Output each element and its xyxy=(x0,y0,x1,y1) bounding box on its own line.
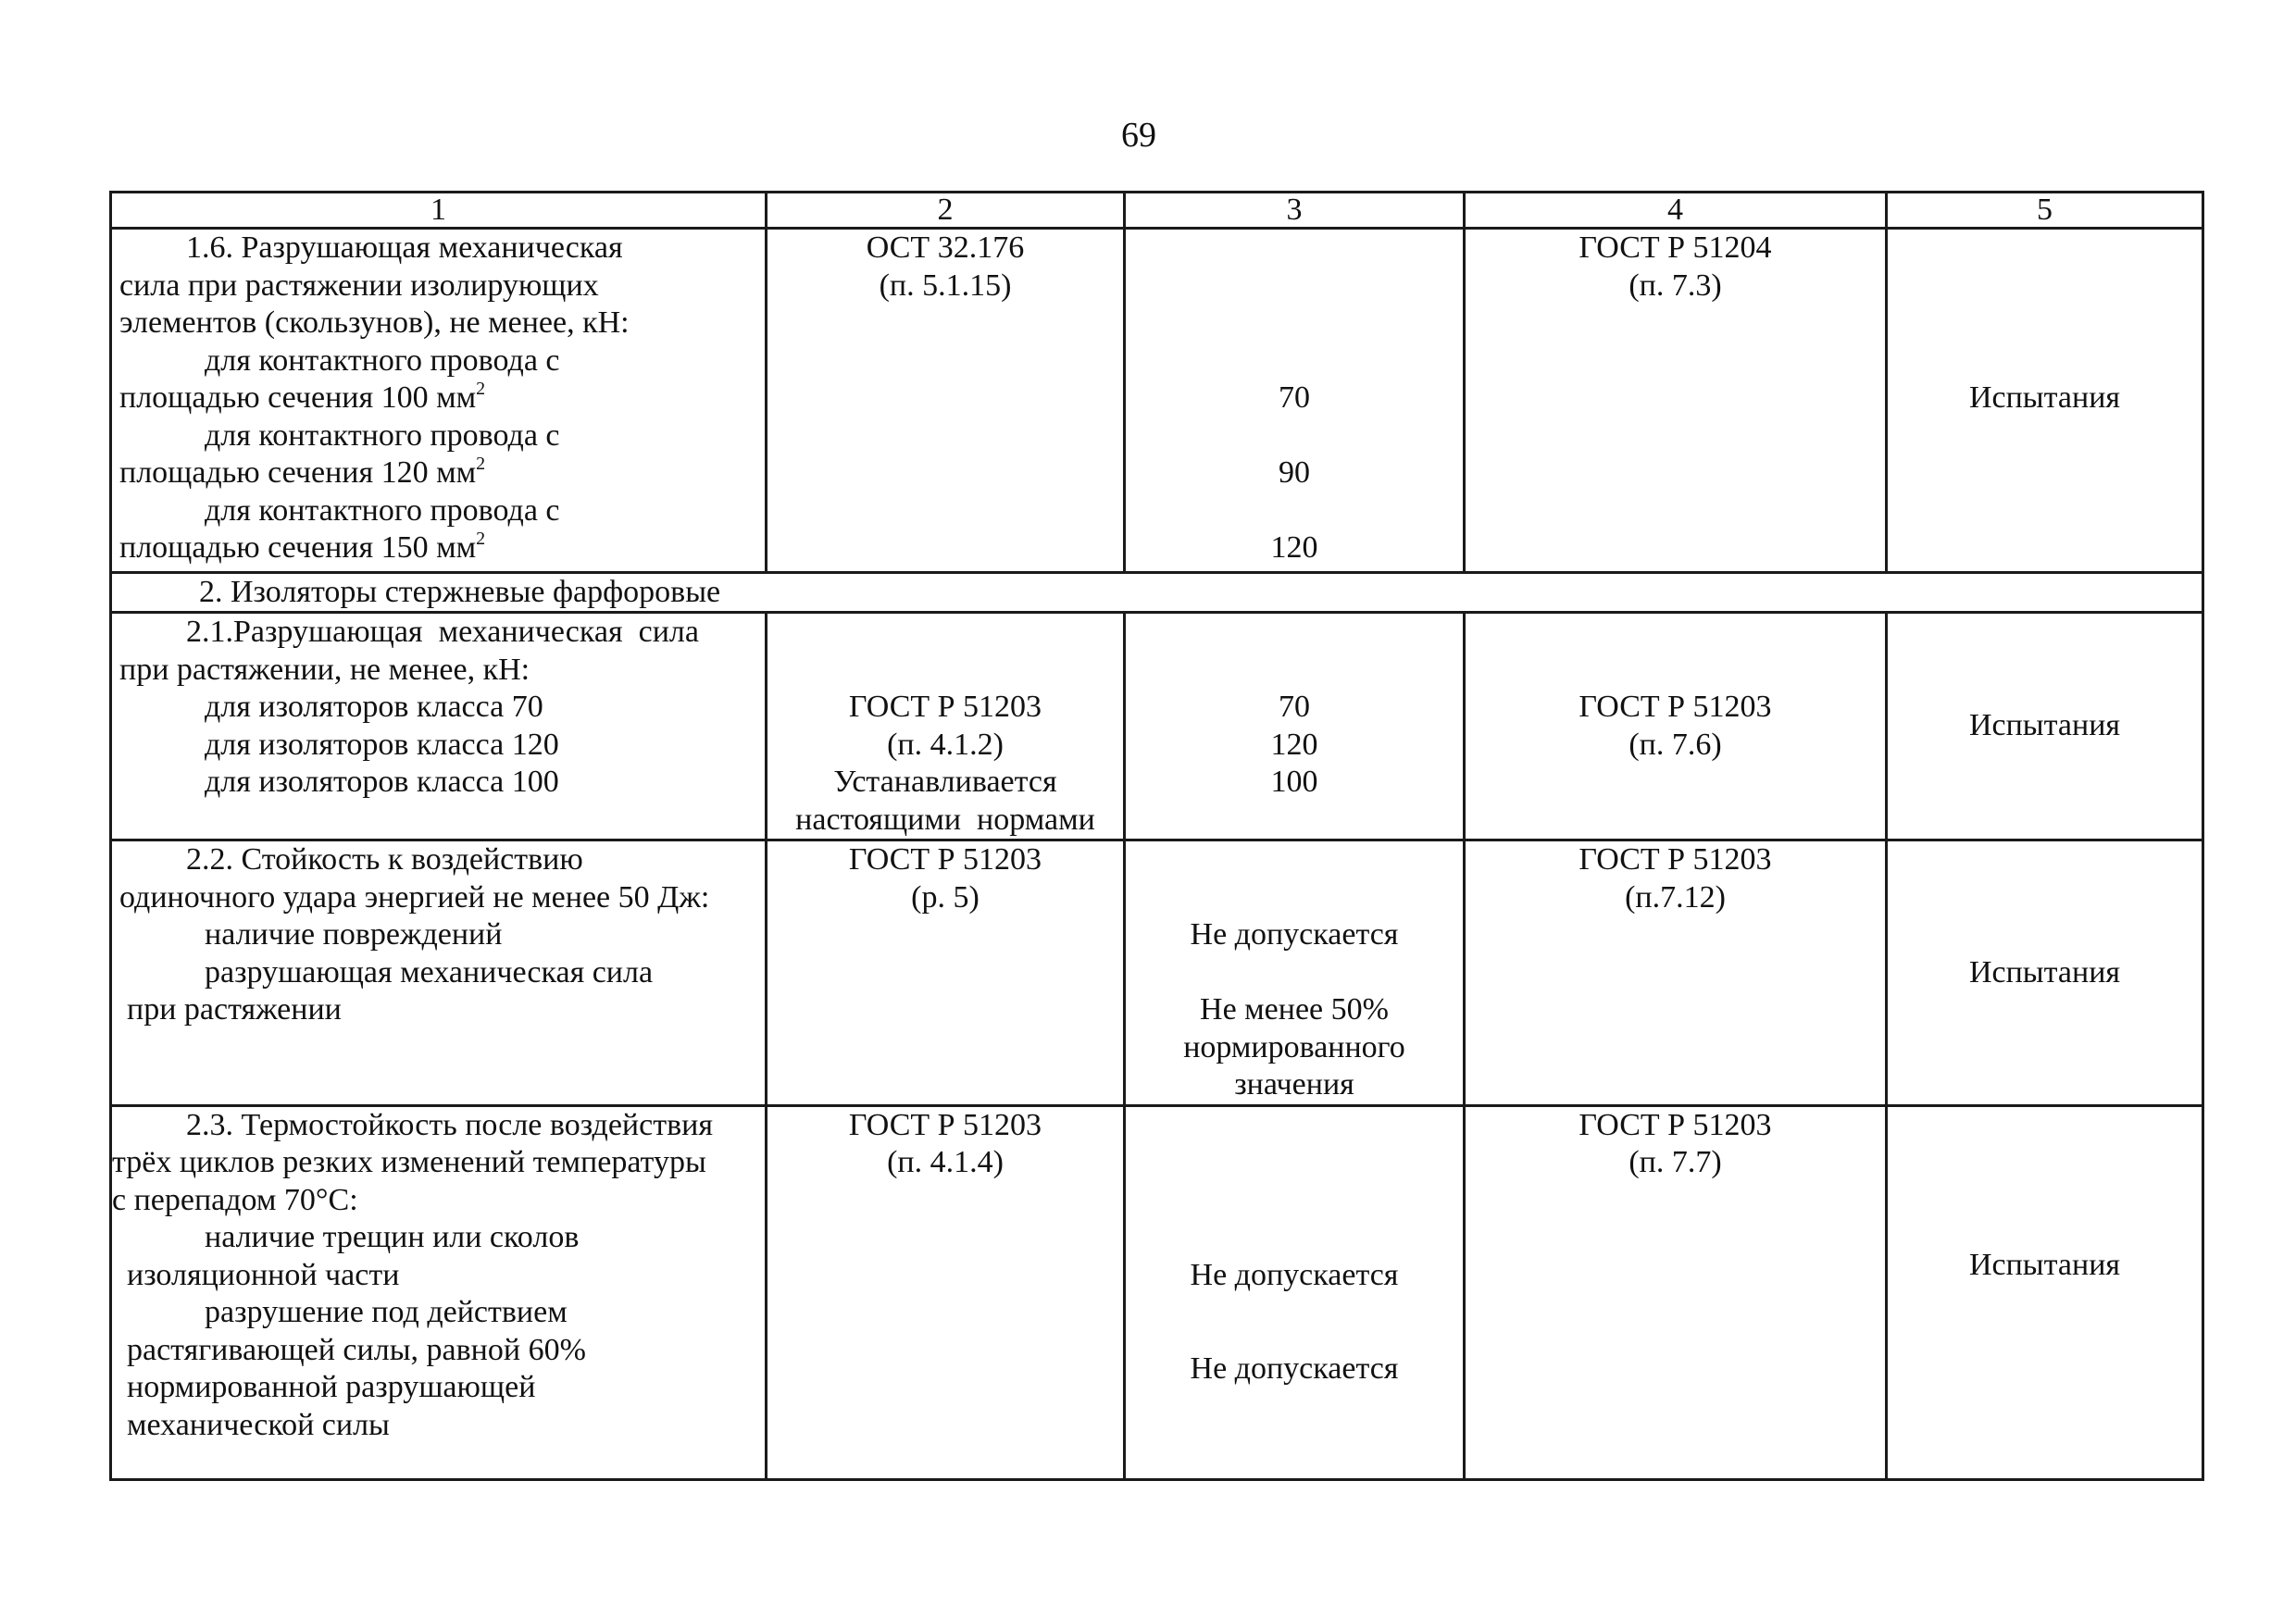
requirement-line xyxy=(112,380,765,417)
control-type-cell xyxy=(1887,1105,2203,1479)
norm-value: значения xyxy=(1234,1067,1354,1101)
norm-clause: (п. 4.1.2) xyxy=(887,727,1004,762)
control-type: Испытания xyxy=(1968,954,2121,989)
requirement-line: при растяжении xyxy=(127,992,342,1027)
control-type-cell xyxy=(1887,840,2203,1106)
norm-document-cell xyxy=(767,840,1125,1106)
control-type: Испытания xyxy=(1968,708,2121,742)
test-method-document: ГОСТ Р 51203 xyxy=(1578,1107,1772,1142)
requirement-cell xyxy=(111,840,767,1106)
header-col-5: 5 xyxy=(1887,193,2203,229)
norm-document-cell xyxy=(767,613,1125,840)
requirement-line: для контактного провода с xyxy=(205,492,560,528)
control-type: Испытания xyxy=(1968,380,2121,415)
requirement-line: при растяжении, не менее, кН: xyxy=(119,652,530,687)
requirement-cell xyxy=(111,613,767,840)
section-title: 2. Изоляторы стержневые фарфоровые xyxy=(111,573,2203,613)
header-col-3: 3 xyxy=(1125,193,1465,229)
norm-value: нормированного xyxy=(1183,1029,1405,1064)
requirement-line: 2.2. Стойкость к воздействию xyxy=(186,842,583,877)
requirement-line xyxy=(112,454,765,492)
norm-document: ОСТ 32.176 xyxy=(866,230,1025,265)
requirement-line: нормированной разрушающей xyxy=(127,1370,536,1404)
norm-clause: (п. 5.1.15) xyxy=(879,268,1012,303)
header-col-1: 1 xyxy=(111,193,767,229)
requirement-line: с перепадом 70°С: xyxy=(112,1182,358,1217)
requirement-line: разрушающая механическая сила xyxy=(205,954,654,989)
requirement-line: 2.3. Термостойкость после воздействия xyxy=(186,1107,713,1142)
test-method-clause: (п.7.12) xyxy=(1625,879,1726,915)
norm-note: Устанавливается xyxy=(833,765,1057,799)
test-method-cell xyxy=(1465,613,1887,840)
header-col-2: 2 xyxy=(767,193,1125,229)
norm-value-cell xyxy=(1125,613,1465,840)
test-method-document: ГОСТ Р 51203 xyxy=(1578,690,1772,724)
norm-value: 70 xyxy=(1279,690,1310,724)
requirement-line: элементов (скользунов), не менее, кН: xyxy=(119,305,630,340)
requirement-line: для изоляторов класса 70 xyxy=(205,690,543,724)
superscript: 2 xyxy=(476,379,486,399)
requirement-line: для изоляторов класса 120 xyxy=(205,727,559,762)
requirement-line: сила при растяжении изолирующих xyxy=(119,268,599,303)
superscript: 2 xyxy=(476,529,486,549)
table-row xyxy=(111,1105,2203,1479)
norm-value-cell xyxy=(1125,1105,1465,1479)
requirement-line: механической силы xyxy=(127,1407,390,1442)
test-method-cell xyxy=(1465,840,1887,1106)
table-header-row xyxy=(111,193,2203,229)
norm-value: 120 xyxy=(1270,727,1318,762)
control-type: Испытания xyxy=(1968,1248,2121,1282)
norm-value-cell xyxy=(1125,229,1465,573)
requirement-text: площадью сечения 150 мм xyxy=(119,530,477,565)
requirement-line: для контактного провода с xyxy=(205,342,560,378)
requirement-line: одиночного удара энергией не менее 50 Дж: xyxy=(119,879,710,915)
table-row xyxy=(111,613,2203,840)
norm-value: Не допускается xyxy=(1190,917,1399,952)
norm-note: настоящими нормами xyxy=(795,802,1095,837)
norm-value: Не допускается xyxy=(1190,1350,1399,1386)
norm-value: 100 xyxy=(1270,765,1318,799)
norm-document: ГОСТ Р 51203 xyxy=(848,690,1042,724)
norm-value: 90 xyxy=(1279,455,1310,490)
table-row xyxy=(111,229,2203,573)
test-method-clause: (п. 7.6) xyxy=(1628,727,1722,762)
header-col-4: 4 xyxy=(1465,193,1887,229)
page-number: 69 xyxy=(1121,116,1156,155)
requirement-text: площадью сечения 100 мм xyxy=(119,380,477,415)
table-row xyxy=(111,840,2203,1106)
requirement-line xyxy=(112,529,765,567)
norm-document: ГОСТ Р 51203 xyxy=(848,842,1042,877)
control-type-cell xyxy=(1887,613,2203,840)
requirement-line: наличие трещин или сколов xyxy=(205,1220,580,1254)
requirement-line: для контактного провода с xyxy=(205,417,560,453)
test-method-document: ГОСТ Р 51204 xyxy=(1578,230,1772,265)
requirement-line: трёх циклов резких изменений температуры xyxy=(112,1145,706,1179)
norm-clause: (р. 5) xyxy=(911,879,980,915)
norm-document: ГОСТ Р 51203 xyxy=(848,1107,1042,1142)
test-method-clause: (п. 7.7) xyxy=(1628,1145,1722,1179)
norm-value: Не менее 50% xyxy=(1200,992,1389,1027)
norm-document-cell xyxy=(767,1105,1125,1479)
test-method-clause: (п. 7.3) xyxy=(1628,268,1722,303)
requirement-line: изоляционной части xyxy=(127,1257,400,1292)
test-method-cell xyxy=(1465,229,1887,573)
requirement-line: 2.1.Разрушающая механическая сила xyxy=(186,615,699,649)
requirement-cell xyxy=(111,1105,767,1479)
superscript: 2 xyxy=(476,454,486,474)
test-method-document: ГОСТ Р 51203 xyxy=(1578,842,1772,877)
requirement-cell xyxy=(111,229,767,573)
norm-document-cell xyxy=(767,229,1125,573)
requirement-line: наличие повреждений xyxy=(205,917,503,952)
requirement-text: площадью сечения 120 мм xyxy=(119,455,477,490)
norm-value: 120 xyxy=(1270,530,1318,565)
requirements-table xyxy=(109,191,2204,1481)
norm-value: Не допускается xyxy=(1190,1257,1399,1292)
section-row xyxy=(111,573,2203,613)
norm-value-cell xyxy=(1125,840,1465,1106)
norm-clause: (п. 4.1.4) xyxy=(887,1145,1004,1179)
control-type-cell xyxy=(1887,229,2203,573)
requirement-line: 1.6. Разрушающая механическая xyxy=(186,230,623,265)
requirement-line: разрушение под действием xyxy=(205,1295,568,1329)
norm-value: 70 xyxy=(1279,380,1310,415)
test-method-cell xyxy=(1465,1105,1887,1479)
requirement-line: растягивающей силы, равной 60% xyxy=(127,1332,586,1367)
requirement-line: для изоляторов класса 100 xyxy=(205,765,559,799)
